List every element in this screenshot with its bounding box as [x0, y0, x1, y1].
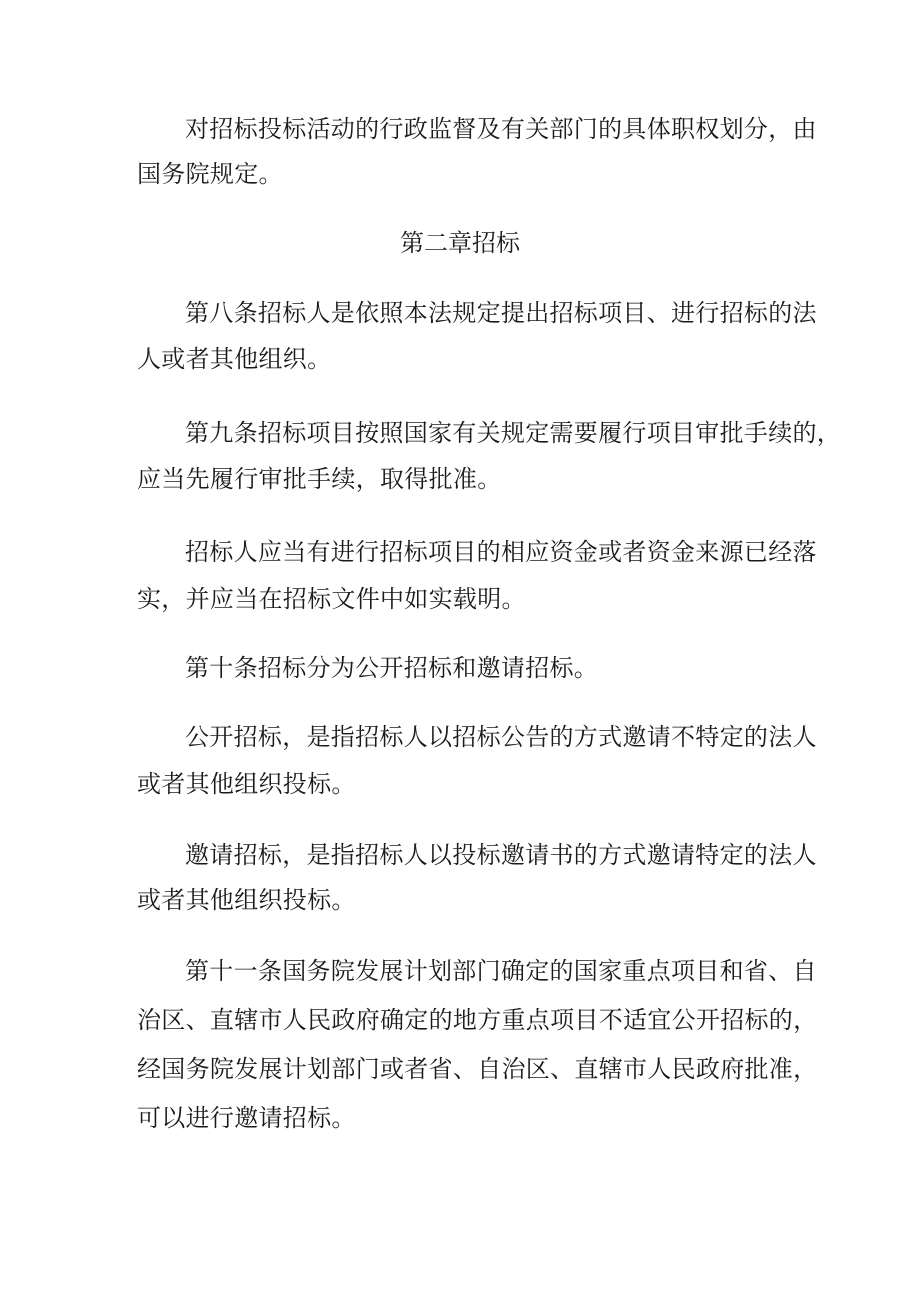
paragraph-8-line-4: 可以进行邀请招标。	[137, 1104, 356, 1132]
paragraph-8-line-3: 经国务院发展计划部门或者省、自治区、直辖市人民政府批准，	[137, 1055, 818, 1083]
paragraph-7-line-2: 或者其他组织投标。	[137, 886, 356, 914]
paragraph-4-line-1: 招标人应当有进行招标项目的相应资金或者资金来源已经落	[185, 538, 817, 566]
paragraph-3-line-1: 第九条招标项目按照国家有关规定需要履行项目审批手续的，	[185, 419, 842, 447]
paragraph-2-line-1: 第八条招标人是依照本法规定提出招标项目、进行招标的法	[185, 299, 817, 327]
paragraph-8-line-1: 第十一条国务院发展计划部门确定的国家重点项目和省、自	[185, 957, 817, 985]
chapter-heading: 第二章招标	[400, 229, 520, 257]
paragraph-3-line-2: 应当先履行审批手续，取得批准。	[137, 465, 502, 493]
paragraph-1-line-1: 对招标投标活动的行政监督及有关部门的具体职权划分，由	[185, 115, 817, 143]
paragraph-4-line-2: 实，并应当在招标文件中如实载明。	[137, 585, 526, 613]
paragraph-5-line-1: 第十条招标分为公开招标和邀请招标。	[185, 654, 599, 682]
paragraph-6-line-2: 或者其他组织投标。	[137, 770, 356, 798]
paragraph-8-line-2: 治区、直辖市人民政府确定的地方重点项目不适宜公开招标的，	[137, 1006, 818, 1034]
paragraph-7-line-1: 邀请招标，是指招标人以投标邀请书的方式邀请特定的法人	[185, 841, 817, 869]
paragraph-2-line-2: 人或者其他组织。	[137, 345, 332, 373]
paragraph-1-line-2: 国务院规定。	[137, 160, 283, 188]
paragraph-6-line-1: 公开招标，是指招标人以招标公告的方式邀请不特定的法人	[185, 723, 817, 751]
